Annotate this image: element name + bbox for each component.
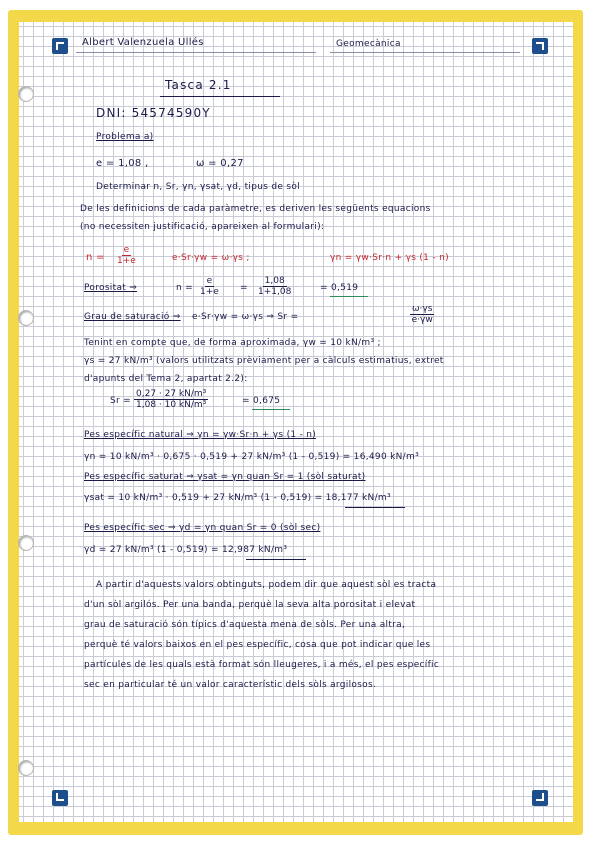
conclusion-line-2: d'un sòl argilós. Per una banda, perquè la seva alta porositat i elevat: [84, 600, 416, 610]
determinar-line: Determinar n, Sr, γn, γsat, γd, tipus de sòl: [96, 182, 300, 192]
corner-marker-icon: [52, 38, 68, 54]
porositat-fraction-2: [258, 276, 291, 297]
porositat-f2-den: 1+1,08: [258, 287, 292, 297]
page-title: Tasca 2.1: [165, 78, 232, 92]
binder-hole-2: [18, 310, 34, 326]
saturacio-eq: e·Sr·γw = ω·γs ⇒ Sr =: [192, 312, 299, 322]
conclusion-line-1: A partir d'aquests valors obtinguts, podem dir que aquest sòl es tracta: [96, 580, 437, 590]
binder-hole-3: [18, 535, 34, 551]
porositat-f1-num: e: [206, 276, 213, 286]
author-name: Albert Valenzuela Ullés: [82, 37, 204, 48]
binder-hole-4: [18, 760, 34, 776]
porositat-lhs: n =: [176, 283, 194, 293]
porositat-result-underline: [330, 296, 368, 297]
eq-n-lhs: n =: [86, 252, 105, 263]
porositat-label: Porositat ⇒: [84, 283, 138, 293]
sec-calc: γd = 27 kN/m³ (1 - 0,519) = 12,987 kN/m³: [84, 545, 288, 555]
data-w: ω = 0,27: [196, 158, 244, 169]
saturacio-f-num: ω·γs: [412, 304, 433, 314]
corner-marker-icon: [532, 790, 548, 806]
eq-saturation-red: e·Sr·γw = ω·γs ;: [172, 253, 250, 263]
saturacio-f-den: e·γw: [411, 315, 433, 325]
conclusion-line-5: partícules de les quals està format són lleugeres, i a més, el pes específic: [84, 660, 440, 670]
eq-n-fraction: [117, 245, 136, 266]
sr-result-underline: [252, 409, 290, 410]
saturacio-label: Grau de saturació ⇒: [84, 312, 181, 322]
problem-label: Problema a): [96, 132, 154, 142]
conclusion-line-6: sec en particular té un valor característic dels sòls argilosos.: [84, 680, 377, 690]
assumption-line-1: Tenint en compte que, de forma aproximada, γw = 10 kN/m³ ;: [84, 338, 381, 348]
eq-n-num: e: [123, 245, 130, 255]
data-e: e = 1,08 ,: [96, 158, 149, 169]
saturacio-fraction: [410, 304, 434, 325]
subject-name: Geomecànica: [336, 39, 401, 49]
intro-line-2: (no necessiten justificació, apareixen al formulari):: [80, 222, 325, 232]
sec-result-underline: [246, 559, 306, 560]
conclusion-line-4: perquè té valors baixos en el pes específic, cosa que pot indicar que les: [84, 640, 431, 650]
sr-lhs: Sr =: [110, 396, 132, 406]
binder-hole-1: [18, 86, 34, 102]
grid-paper: [19, 22, 573, 822]
assumption-line-2: γs = 27 kN/m³ (valors utilitzats prèviament per a càlculs estimatius, extret: [84, 356, 444, 366]
porositat-result: = 0,519: [320, 283, 359, 293]
sec-label: Pes específic sec ⇒ γd = γn quan Sr = 0 (sòl sec): [84, 523, 321, 533]
saturat-result-underline: [345, 507, 405, 508]
saturat-label: Pes específic saturat ⇒ γsat = γn quan Sr = 1 (sòl saturat): [84, 472, 366, 482]
porositat-f2-num: 1,08: [264, 276, 285, 286]
title-underline: [160, 96, 280, 97]
natural-label: Pes específic natural ⇒ γn = γw·Sr·n + γs (1 - n): [84, 430, 317, 440]
natural-calc: γn = 10 kN/m³ · 0,675 · 0,519 + 27 kN/m³ (1 - 0,519) = 16,490 kN/m³: [84, 452, 419, 462]
sr-den: 1,08 · 10 kN/m³: [136, 400, 207, 410]
corner-marker-icon: [532, 38, 548, 54]
dni-line: DNI: 54574590Y: [96, 106, 211, 120]
sr-num: 0,27 · 27 kN/m³: [136, 389, 207, 399]
conclusion-line-3: grau de saturació són típics d'aquesta mena de sòls. Per una altra,: [84, 620, 406, 630]
saturat-calc: γsat = 10 kN/m³ · 0,519 + 27 kN/m³ (1 - 0,519) = 18,177 kN/m³: [84, 493, 391, 503]
eq-gamma-red: γn = γw·Sr·n + γs (1 - n): [330, 253, 449, 263]
corner-marker-icon: [52, 790, 68, 806]
sr-fraction: [134, 389, 208, 410]
assumption-line-3: d'apunts del Tema 2, apartat 2.2):: [84, 374, 248, 384]
sr-result: = 0,675: [242, 396, 281, 406]
intro-line-1: De les definicions de cada paràmetre, es deriven les següents equacions: [80, 204, 431, 214]
eq-n-den: 1+e: [117, 256, 136, 266]
porositat-fraction-1: [200, 276, 219, 297]
porositat-equals: =: [240, 283, 248, 293]
porositat-f1-den: 1+e: [200, 287, 219, 297]
